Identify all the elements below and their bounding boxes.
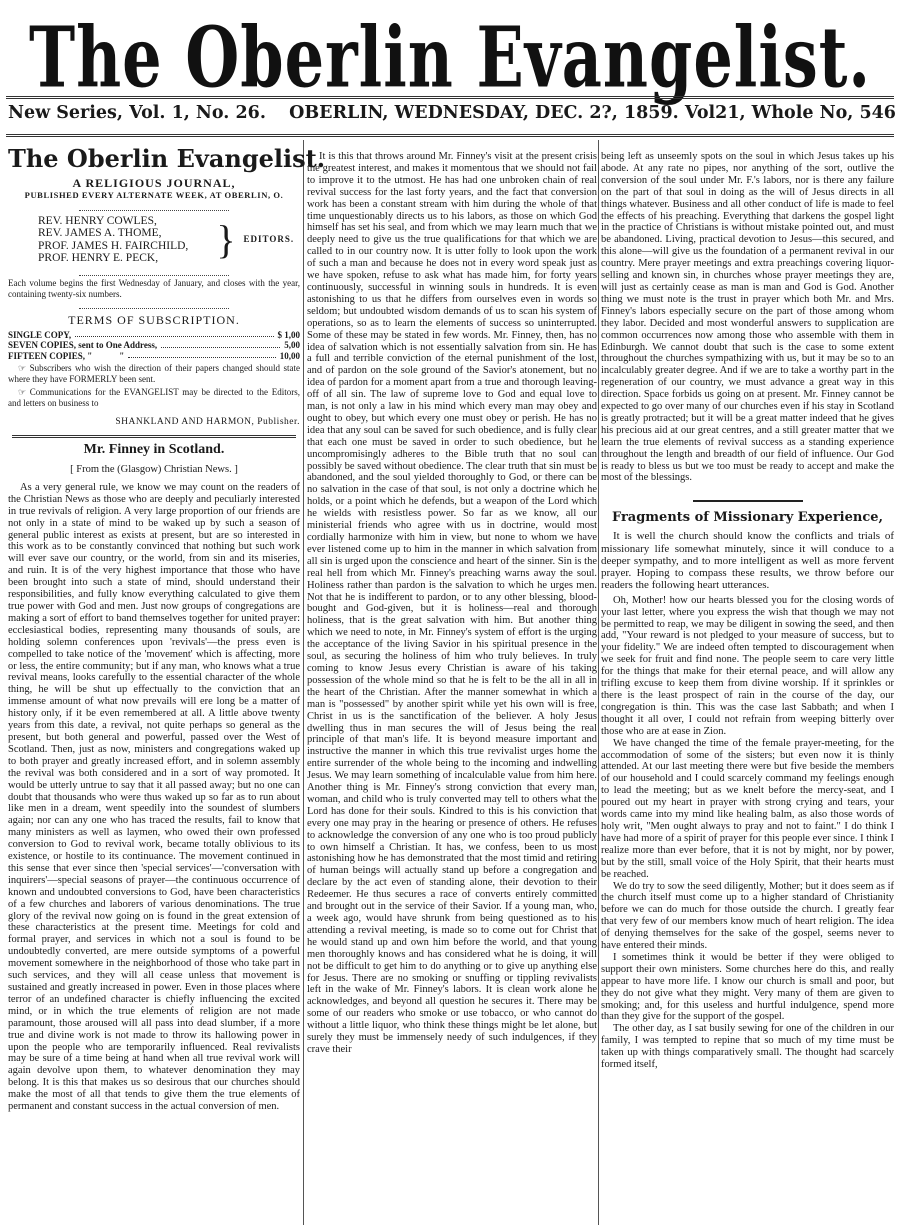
editor-names (38, 215, 188, 265)
price-row (8, 330, 300, 341)
price-value: 10,00 (279, 350, 300, 361)
column-divider (303, 140, 304, 1225)
article-title: Mr. Finney in Scotland. (83, 442, 225, 458)
price-label: SEVEN COPIES, sent to One Address, (8, 340, 158, 351)
dateline: OBERLIN, WEDNESDAY, DEC. 2?, 1859. Vol21, Whole No, 546 (289, 103, 896, 123)
ornament-rule (79, 204, 229, 211)
terms-heading: TERMS OF SUBSCRIPTION. (68, 312, 240, 327)
issue-info-line (8, 103, 896, 123)
price-value: $ 1,00 (277, 329, 300, 340)
column-2 (307, 151, 597, 1056)
editors-label: EDITORS. (243, 233, 295, 244)
series-info: New Series, Vol. 1, No. 26. (8, 103, 266, 123)
publisher: SHANKLAND AND HARMON, Publisher. (115, 417, 300, 428)
journal-title: The Oberlin Evangelist. (8, 144, 326, 173)
info-rule (6, 134, 894, 137)
price-row (8, 351, 300, 362)
price-value: 5,00 (284, 340, 300, 351)
masthead-rule (6, 96, 894, 99)
article-paragraph: As a very general rule, we know we may count on the readers of the Christian News as those who are deeply and peculiarly interested in true revivals of religion. A very large proportion of our friends are not only in a state of mind to be waked up by such a season of general public interest as exists at present, but are so interested in this work as to be constantly convinced that nothing but such work will ever save our country, or the world, from sin and its miseries, and ruin. It is of the very highest importance that those who have been brought into such a state of mind, should understand their responsibilities, and fully know everything calculated to give them true power with God and men. Just now groups of congregations are making a sort of effort to band themselves together for united prayer: ecclesiastical bodies, representing many thousands of souls, are holding solemn conferences upon 'revivals'—the press even is compelled to take notice of the 'movement' which is affecting, more or less, the entire community; but if any man, who knows what a true revival means, looks carefully to the essential character of the whole thing, he will be shut up effectually to the conviction that an immense amount of what now prevails will ere long be a matter of history only, if it be even remembered at all. A little above twenty years from this date, a revival, not quite perhaps so general as the present, but both general and powerful, passed over the West of Scotland. Then, just as now, ministers and congregations waked up to both prayer and greatly increased effort, and in solemn assembly the revival was both considered and in a sort of way promoted. It would be utterly untrue to say that it all passed away; but no one can doubt that thousands who were thus waked up so far as to run about like men in a dream, went speedily into the soundest of slumbers again; nor can any one who has traced the results, fail to know that many ministers as well as laymen, who owed their own professed conversion to God to revival work, became totally oblivious to its existence, or hostile to its continuance. The movement continued in this sense that ever since then 'special services'—'conversation with inquirers'—special seasons of prayer—the continuous occurrence of known and undoubted conversions to God, have been characteristics of a few churches and laborers of various denominations. The true glory of the revival now going on is found in the great extension of these characteristics at the present time. Meetings for cold and formal prayer, and services in which not a soul is found to be undoubtedly converted, are mere outside symptoms of a powerful movement somewhere in the neighborhood of those who take part in such services, and they will all cease unless that movement is sustained and greatly increased in power. Even in those places where terror of an undefined character is chiefly influencing the excited mind, or in which the true elements of religion are not made paramount, those aroused will all pass into dead slumber, if a more true and divine work is not made to throw its hallowing power in upon the people who are temporarily influenced. Real revivalists may be sure of a time being at hand when all true revival work will again devolve upon them, to whatever denomination they may belong. It is this that makes us so desirous that our churches should make the most of all that tends to give them the true elements of permanent and constant success in the actual conversion of men. (8, 481, 300, 1113)
editor-name: REV. HENRY COWLES, (38, 214, 157, 227)
journal-subtitle: A RELIGIOUS JOURNAL, (72, 176, 236, 190)
subscriber-note: ☞ Subscribers who wish the direction of their papers changed should state where they have FORMERLY been sent. (8, 363, 300, 385)
masthead-title: The Oberlin Evangelist. (28, 8, 872, 107)
article-paragraph: It is this that throws around Mr. Finney's visit at the present crisis the greatest interest, and makes it momentous that we should not fail to improve it to the utmost. He has had one unbroken chain of real revival success for the last forty years, and the fact that conversion work has been a constant stream with him during the whole of that time unquestionably directs us to his labors, as those on which God himself has set his seal, and from which we may learn much that we deeply need to give us the true qualifications for that which we are called to in our country now. It is utter folly to look upon the work of such a man and because he does not in every word speak just as we have spoken, refuse to ask what has made him, for forty years continuously, successful in winning souls in hundreds. It is even astonishing to us that he differs from ourselves even in words so seldom; but undoubted wisdom demands of us to scan his system of operations, so as to learn the elements of success so uninterrupted. Some of these may be stated in few words. Mr. Finney, then, has no idea of salvation which is not essentially salvation from sin. He has a full and terrible conviction of the eternal punishment of the lost, and of pardon on the sole ground of the Savior's atonement, but no idea of pardon for a moment apart from a true and thorough leaving-off of all sin. The law of supreme love to God and equal love to man, is not only a law in his mind which every man may obey and ought to obey, but which every one must obey or perish. He has no idea that any soul can be saved for such obedience, and is fully clear that each one must be saved in order to such obedience, but he uncompromisingly adheres to the Bible truth that no soul can possibly be saved without obedience. The clear truth that sin must be abandoned, and the soul yielded thoroughly to God, or there can be no salvation in the case of that soul, is not only a doctrine which he holds, or a point which he defends, but a weapon of the Lord which he wields with resistless power. So far as we know, all our ministerial friends who agree with us in doctrine, would most cordially harmonize with him in view, but none to whom we have ever listened come up to him in the manner in which salvation from all sin is urged upon the conscience and heart of the sinner. Sin is the real hell from which Mr. Finney's preaching warns away the soul. Holiness rather than pardon is the salvation to which he urges men. Not that he is indifferent to pardon, or to any other blessing, blood-bought and God-given, but it is holiness—real and thorough holiness, that is the great salvation with him. But another thing which we need to note, in Mr. Finney's system of effort is the urging the acceptance of the living Savior in his spiritual presence in the soul, as securing the holiness of him who truly believes. In truly coming to know Jesus every Christian is aware of his taking possession of the whole mind so that he is felt to be the all in all in the heart of the Christian. After the manner somewhat in which a man is "possessed" by another spirit while yet his own will is free, Christ in us is the sanctification of the believer. A holy Jesus dwelling thus in man secures the will of Jesus being the real principle of that man's life. It is beyond measure important and instructive the manner in which this true revivalist urges home the entire surrender of the whole being to the incoming and indwelling Jesus. We may learn something of incalculable value from him here. Another thing is Mr. Finney's strong conviction that every man, woman, and child who is truly converted may tell to others what the Lord has done for their souls. Kindred to this is his conviction that every one may pray in the hearing or presence of others. He refuses to acknowledge the conversion of any one who is too proud publicly to own himself a Christian. It has, we confess, been to us most astonishing how he has demonstrated that the most timid and retiring of human beings will actually stand up before a congregation and declare by the act even of standing alone, their devotion to their Redeemer. He thus secures a race of converts entirely committed and brought out in the service of their Savior. If a young man, who, a week ago, would have shrunk from being questioned as to his attending a revival meeting, is made so to come out for Christ that he would stand up and own him before the world, and that young men thoroughly knows and has considered what he is doing, it will not be difficult to get him to do anything or to give up anything else for Jesus. There are no smoking or snuffing or tippling revivalists left in the wake of Mr. Finney's labors. It is clean work alone he acknowledges, and beyond all question he secures it. There may be some of our readers who smoke or use tobacco, or who cannot do without a little liquor, who think these things might be let alone, but surely they must be immensely needy of such indulgences, if they crave their (307, 151, 597, 1055)
ornament-rule (693, 500, 803, 502)
article-paragraph: We do try to sow the seed diligently, Mother; but it does seem as if the church itself must come up to a higher standard of Christianity before we can do much for those outside the church. I greatly fear that very few of our members know much of heart religion. The idea of denying themselves for the sake of the gospel, seems never to have entered their minds. (601, 880, 894, 952)
brace-icon: } (216, 216, 236, 262)
column-1 (8, 142, 326, 1113)
column-divider (598, 140, 599, 1225)
article-source: [ From the (Glasgow) Christian News. ] (70, 464, 238, 476)
section-rule (12, 435, 296, 438)
ornament-rule (79, 302, 229, 309)
article-paragraph: being left as unseemly spots on the soul in which Jesus takes up his abode. At any rate no pipes, nor anything of the sort, outlive the conversion of the soul under Mr. F.'s labors, nor is there any failure on the part of that soul in doing as the will of Jesus directs in all things whatever. Business and all other conduct of life is made to feel the effects of his preaching. Everything that darkens the gospel light in the practice of Christians is without mistake pointed out, and must be abandoned. Living, practical devotion to Jesus—this secured, and this alone—will give us the foundation of a permanent revival in our country. Mere prayer meetings and extra preachings covering liquor-selling and known sin, in churches whose prayer meetings they are, will just as certainly cease as man is man and God is God. Another thing we must note is the trust in prayer which both Mr. and Mrs. Finney's labors especially secure on the part of those among whom they labor. Decided and most wonderful answers to supplication are common occurrences now among those who assemble with them in Edinburgh. We cannot doubt that such is the case to some extent throughout the churches sympathizing with us, but it may be so to an incalculably greater degree. And if we are to take a worthy part in the regeneration of our country, we must advance a great way in this direction. Space forbids us going on at present. Mr. Finney cannot be expected to go over many of our churches even if his stay in Scotland is greatly protracted; but it will be a great matter indeed that he gives his precious aid at our great centres, and a still greater matter that we learn the true elements of revival success as a standing experience throughout the length and breadth of our field of influence. Our God is ready to bless us but we too must be ready to accept and make the most of the blessings. (601, 151, 894, 484)
price-label: SINGLE COPY, (8, 329, 72, 340)
article-paragraph: We have changed the time of the female prayer-meeting, for the accommodation of some of the sisters; but even now it is thinly attended. At our last meeting there were but five beside the members of our household and I could scarcely command my feelings enough to lead the meeting; but as we knelt before the mercy-seat, and I poured out my heart in prayer with strong crying and tears, your words came into my mind like healing balm, as also those words of holy writ, "Men ought always to pray and not to faint." I do think I have had more of a spirit of prayer for this people ever since. I think I realize more than ever before, that it is not by might, nor by power, but by the still, small voice of the Holy Spirit, that their hearts must be reached. (601, 737, 894, 880)
article-title: Fragments of Missionary Experience, (611, 510, 884, 526)
volume-note: Each volume begins the first Wednesday of January, and closes with the year, containing twenty-six numbers. (8, 277, 300, 299)
price-label: FIFTEEN COPIES, " " (8, 350, 125, 361)
editor-name: PROF. HENRY E. PECK, (38, 252, 159, 265)
communications-note: ☞ Communications for the EVANGELIST may be directed to the Editors, and letters on business to (8, 387, 300, 409)
publication-note: PUBLISHED EVERY ALTERNATE WEEK, AT OBERLIN, O. (24, 189, 284, 200)
ornament-rule (79, 269, 229, 276)
column-3 (601, 151, 894, 1071)
article-intro: It is well the church should know the conflicts and trials of missionary life somewhat minutely, since it will conduce to a deeper sympathy, and to more intelligent as well as more fervent prayer. Hoping to compass these results, we throw before our readers the following heart utterances. (601, 530, 894, 592)
editors-block (38, 215, 300, 265)
editor-name: REV. JAMES A. THOME, (38, 227, 162, 240)
editor-name: PROF. JAMES H. FAIRCHILD, (38, 239, 189, 252)
article-paragraph: I sometimes think it would be better if they were obliged to support their own ministers. Some churches here do this, and really appear to have more life. I know our church is small and poor, but they do not give what they might. Very many of them are given to smoking; and, for this useless and hurtful indulgence, spend more than they give for the support of the gospel. (601, 951, 894, 1023)
price-row (8, 340, 300, 351)
article-paragraph: Oh, Mother! how our hearts blessed you for the closing words of your last letter, where you express the wish that though we may not be permitted to reap, we may be diligent in sowing the seed, and then add, "Your reward is not pledged to your measure of success, but to your fidelity." We are indeed often tempted to discouragement when we seek for fruit and find none. The people seem to care very little for the things that make for their eternal peace, and will allow any trifling excuse to keep them from divine worship. If it sprinkles or there is the least prospect of rain in the course of the day, our congregation is thin. This was the case last Sabbath; and when I thought it all over, I could not refrain from weeping bitterly over those who are at ease in Zion. (601, 594, 894, 737)
article-paragraph: The other day, as I sat busily sewing for one of the children in our family, I was tempted to repine that so much of my time must be taken up with things comparatively small. The thought had scarcely formed itself, (601, 1023, 894, 1071)
